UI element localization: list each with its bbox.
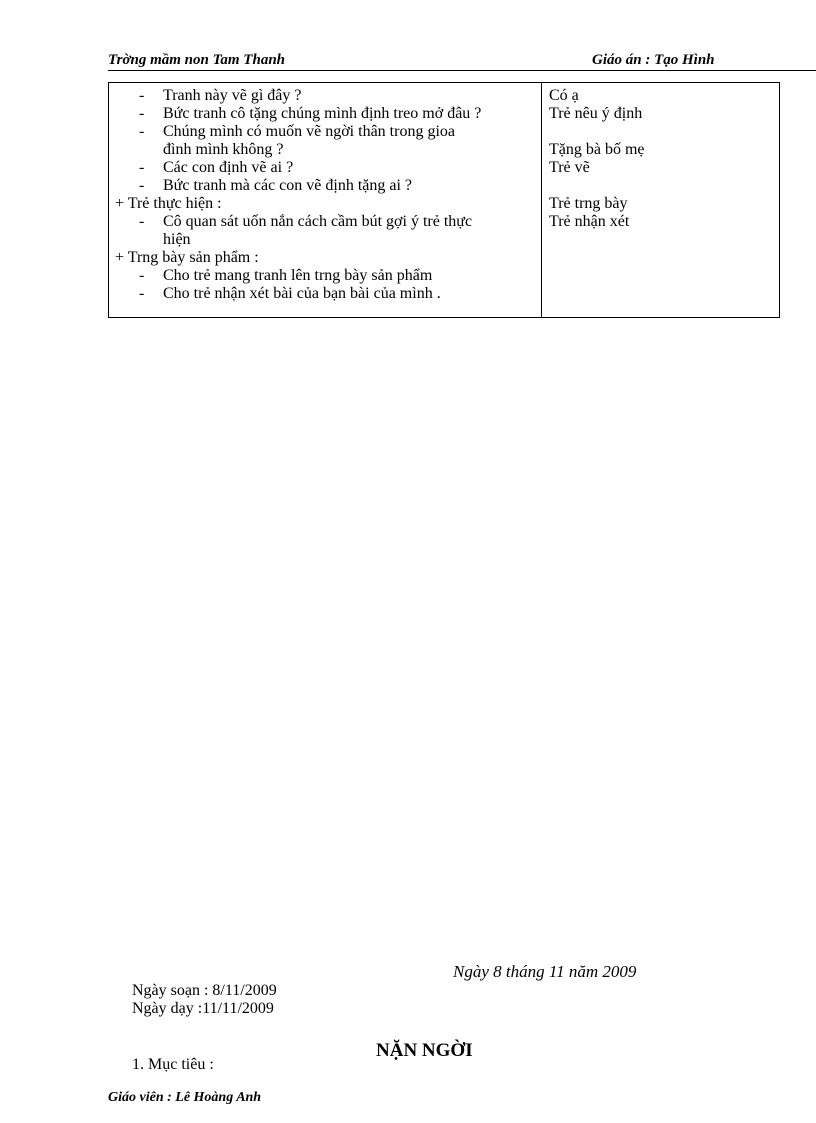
teacher-line-text: đình mình không ? bbox=[163, 141, 284, 158]
child-line: Tặng bà bố mẹ bbox=[549, 141, 645, 158]
teach-date: Ngày dạy :11/11/2009 bbox=[132, 1000, 274, 1017]
teacher-line bbox=[115, 249, 535, 267]
teacher-line bbox=[115, 123, 535, 141]
column-divider bbox=[541, 83, 542, 317]
teacher-name-footer: Giáo viên : Lê Hoàng Anh bbox=[108, 1090, 262, 1105]
teacher-line bbox=[115, 195, 535, 213]
lesson-table bbox=[108, 82, 780, 318]
child-line bbox=[549, 177, 775, 195]
date-line: Ngày 8 tháng 11 năm 2009 bbox=[453, 962, 637, 981]
child-activities-column bbox=[549, 87, 775, 231]
teacher-line-text: hiện bbox=[163, 231, 191, 248]
teacher-line-text: + Trẻ thực hiện : bbox=[115, 195, 222, 212]
school-name: Trờng mầm non Tam Thanh bbox=[108, 52, 285, 68]
teacher-line bbox=[115, 141, 535, 159]
teacher-line-text: Chúng mình có muốn vẽ ngời thân trong gioa bbox=[163, 123, 455, 140]
child-line: Trẻ vẽ bbox=[549, 159, 590, 176]
bullet-dash: - bbox=[139, 177, 145, 194]
child-line: Trẻ trng bày bbox=[549, 195, 628, 212]
objective-heading: 1. Mục tiêu : bbox=[132, 1056, 214, 1073]
teacher-line bbox=[115, 159, 535, 177]
bullet-dash: - bbox=[139, 285, 145, 302]
teacher-line bbox=[115, 177, 535, 195]
child-line: Trẻ nhận xét bbox=[549, 213, 630, 230]
bullet-dash: - bbox=[139, 87, 145, 104]
prep-block bbox=[132, 982, 277, 1018]
lesson-title: NẶN NGỜI bbox=[376, 1040, 473, 1061]
teacher-line-text: Bức tranh cô tặng chúng mình định treo mở đâu ? bbox=[163, 105, 482, 122]
teacher-line-text: Cô quan sát uốn nắn cách cầm bút gợi ý trẻ thực bbox=[163, 213, 473, 230]
teacher-line bbox=[115, 231, 535, 249]
prep-date: Ngày soạn : 8/11/2009 bbox=[132, 982, 277, 999]
teacher-line-text: Cho trẻ mang tranh lên trng bày sản phẩm bbox=[163, 267, 433, 284]
teacher-line-text: + Trng bày sản phẩm : bbox=[115, 249, 259, 266]
teacher-activities-column bbox=[115, 87, 535, 303]
bullet-dash: - bbox=[139, 267, 145, 284]
teacher-line bbox=[115, 267, 535, 285]
header-rule bbox=[108, 70, 816, 71]
bullet-dash: - bbox=[139, 123, 145, 140]
lesson-subject: Giáo án : Tạo Hình bbox=[592, 52, 715, 68]
teacher-line-text: Bức tranh mà các con vẽ định tặng ai ? bbox=[163, 177, 413, 194]
teacher-line bbox=[115, 87, 535, 105]
teacher-line-text: Tranh này vẽ gì đây ? bbox=[163, 87, 302, 104]
bullet-dash: - bbox=[139, 105, 145, 122]
teacher-line bbox=[115, 285, 535, 303]
bullet-dash: - bbox=[139, 213, 145, 230]
teacher-line bbox=[115, 213, 535, 231]
teacher-line-text: Cho trẻ nhận xét bài của bạn bài của mình . bbox=[163, 285, 441, 302]
teacher-line-text: Các con định vẽ ai ? bbox=[163, 159, 294, 176]
child-line: Trẻ nêu ý định bbox=[549, 105, 643, 122]
teacher-line bbox=[115, 105, 535, 123]
page-header bbox=[108, 50, 816, 72]
bullet-dash: - bbox=[139, 159, 145, 176]
child-line bbox=[549, 123, 775, 141]
child-line: Có ạ bbox=[549, 87, 579, 104]
